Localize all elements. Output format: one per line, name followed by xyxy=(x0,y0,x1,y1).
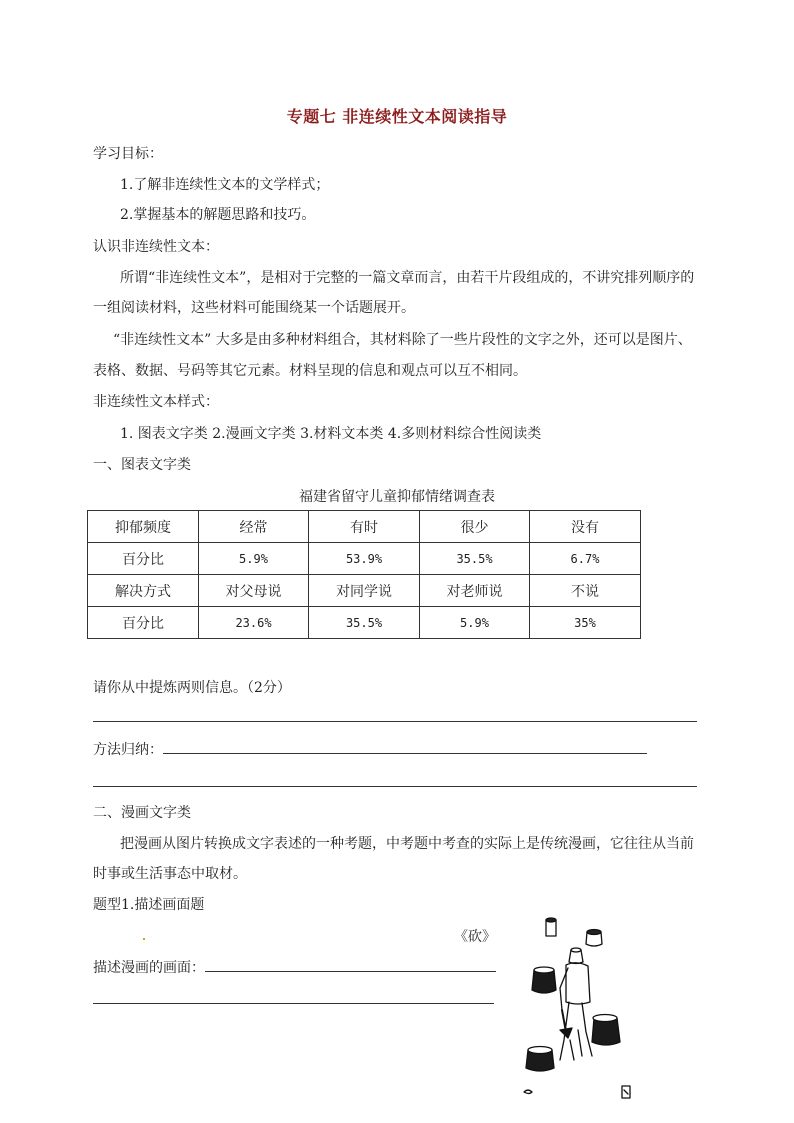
intro-paragraph-1-line-2: 一组阅读材料，这些材料可能围绕某一个话题展开。 xyxy=(93,300,415,316)
method-label: 方法归纳： xyxy=(93,742,163,758)
survey-table xyxy=(87,510,641,639)
man-right-leg xyxy=(578,1003,592,1056)
intro-heading: 认识非连续性文本： xyxy=(93,239,219,255)
table-cell: 35.5% xyxy=(420,543,530,575)
goal-item-1: 1.了解非连续性文本的文学样式； xyxy=(120,177,330,193)
table-cell: 很少 xyxy=(420,511,530,543)
table-row xyxy=(88,543,641,575)
table-cell: 不说 xyxy=(530,575,641,607)
table-cell: 5.9% xyxy=(420,607,530,639)
ink-speck xyxy=(143,938,145,940)
table-cell: 53.9% xyxy=(309,543,420,575)
table-cell: 23.6% xyxy=(199,607,309,639)
table-cell: 对父母说 xyxy=(199,575,309,607)
goal-item-2: 2.掌握基本的解题思路和技巧。 xyxy=(120,207,316,223)
answer-line-2[interactable] xyxy=(93,786,697,787)
axe-head xyxy=(560,1028,572,1038)
describe-answer-line[interactable] xyxy=(205,971,496,972)
table-row xyxy=(88,607,641,639)
intro-paragraph-2-line-1: “非连续性文本” 大多是由多种材料组合，其材料除了一些片段性的文字之外，还可以是图片、 xyxy=(113,332,692,348)
comic-title: 《砍》 xyxy=(454,929,496,945)
man-torso xyxy=(566,963,590,1004)
intro-paragraph-1-line-1: 所谓“非连续性文本”，是相对于完整的一篇文章而言，由若干片段组成的，不讲究排列顺序的 xyxy=(120,270,695,286)
page-title: 专题七 非连续性文本阅读指导 xyxy=(286,107,508,126)
goals-heading: 学习目标： xyxy=(93,146,163,162)
styles-heading: 非连续性文本样式： xyxy=(93,394,219,410)
answer-line-3[interactable] xyxy=(93,1003,494,1004)
table-cell: 解决方式 xyxy=(88,575,199,607)
doodle-left xyxy=(524,1090,532,1094)
table-cell: 35.5% xyxy=(309,607,420,639)
intro-paragraph-2-line-2: 表格、数据、号码等其它元素。材料呈现的信息和观点可以互不相同。 xyxy=(93,363,527,379)
table-cell: 对同学说 xyxy=(309,575,420,607)
table-cell: 没有 xyxy=(530,511,641,543)
table-cell: 抑郁频度 xyxy=(88,511,199,543)
question-1: 请你从中提炼两则信息。（2分） xyxy=(93,680,291,696)
table-row xyxy=(88,575,641,607)
man-arm xyxy=(560,968,568,1010)
comic-illustration xyxy=(516,910,646,1110)
table-cell: 有时 xyxy=(309,511,420,543)
table-cell: 经常 xyxy=(199,511,309,543)
describe-label: 描述漫画的画面： xyxy=(93,960,205,976)
comic-paragraph-line-2: 时事或生活事态中取材。 xyxy=(93,866,247,882)
section-2-heading: 二、漫画文字类 xyxy=(93,805,191,821)
artist-stamp xyxy=(622,1086,630,1098)
table-cell: 35% xyxy=(530,607,641,639)
section-1-heading: 一、图表文字类 xyxy=(93,457,191,473)
styles-list: 1. 图表文字类 2.漫画文字类 3.材料文本类 4.多则材料综合性阅读类 xyxy=(120,426,542,442)
table-caption: 福建省留守儿童抑郁情绪调查表 xyxy=(299,489,495,505)
table-cell: 百分比 xyxy=(88,607,199,639)
table-cell: 对老师说 xyxy=(420,575,530,607)
table-row xyxy=(88,511,641,543)
method-answer-line[interactable] xyxy=(163,753,647,754)
table-cell: 百分比 xyxy=(88,543,199,575)
table-cell: 5.9% xyxy=(199,543,309,575)
table-cell: 6.7% xyxy=(530,543,641,575)
type-1-heading: 题型1.描述画面题 xyxy=(93,897,205,913)
answer-line-1[interactable] xyxy=(93,721,697,722)
comic-paragraph-line-1: 把漫画从图片转换成文字表述的一种考题，中考题中考查的实际上是传统漫画，它往往从当前 xyxy=(120,836,694,852)
